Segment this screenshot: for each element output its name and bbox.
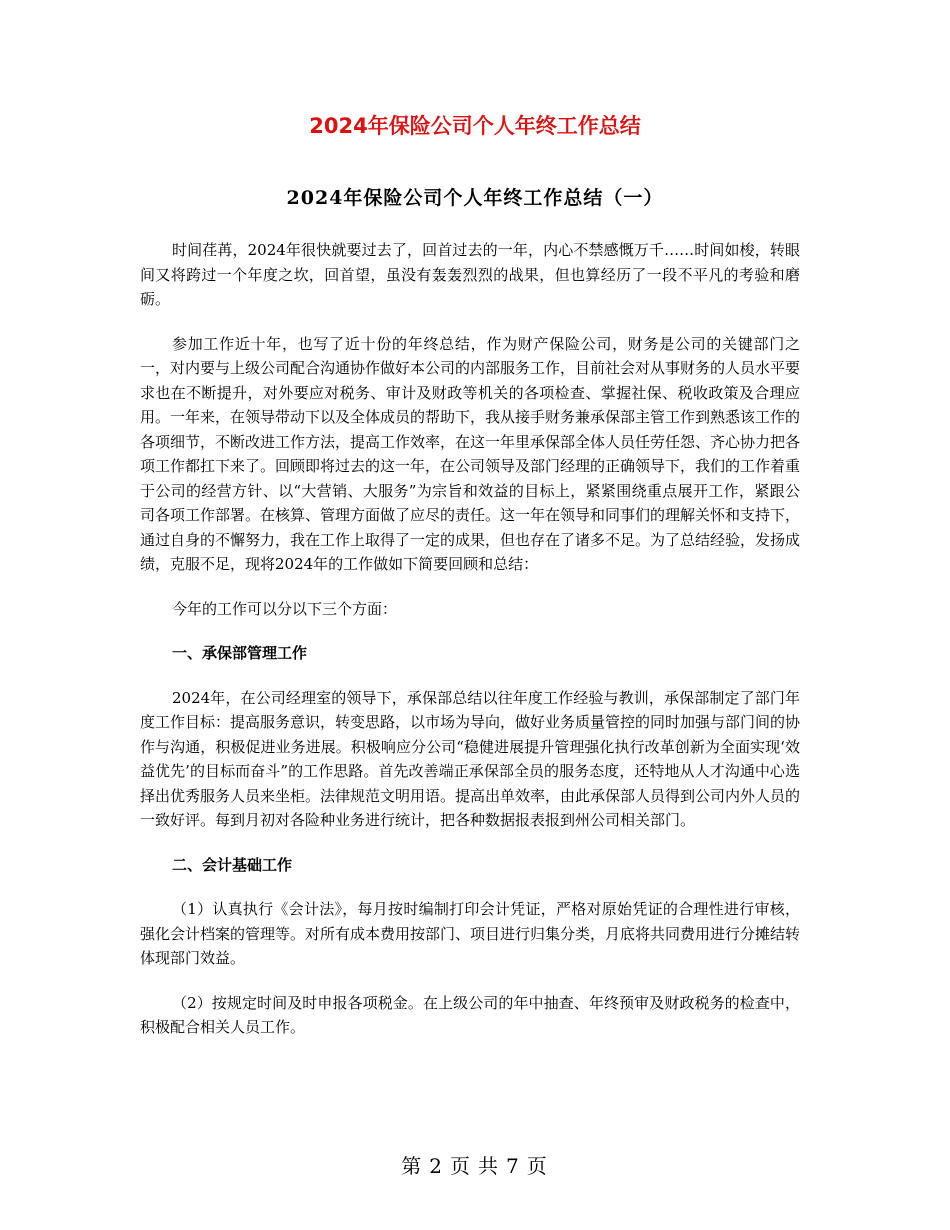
paragraph-overview: 参加工作近十年，也写了近十份的年终总结，作为财产保险公司，财务是公司的关键部门之一，对内要与上级公司配合沟通协作做好本公司的内部服务工作，目前社会对从事财务的人员水平要求也在不断提升，对外要应对税务、审计及财政等机关的各项检查、掌握社保、税收政策及合理应用。一年来，在领导带动下以及全体成员的帮助下，我从接手财务兼承保部主管工作到熟悉该工作的各项细节，不断改进工作方法，提高工作效率，在这一年里承保部全体人员任劳任怨、齐心协力把各项工作都扛下来了。回顾即将过去的这一年，在公司领导及部门经理的正确领导下，我们的工作着重于公司的经营方针、以“大营销、大服务”为宗旨和效益的目标上，紧紧围绕重点展开工作，紧跟公司各项工作部署。在核算、管理方面做了应尽的责任。这一年在领导和同事们的理解关怀和支持下，通过自身的不懈努力，我在工作上取得了一定的成果，但也存在了诸多不足。为了总结经验，发扬成绩，克服不足，现将2024年的工作做如下简要回顾和总结： (140, 334, 801, 573)
document-title: 2024年保险公司个人年终工作总结 (309, 114, 641, 138)
footer-total-label: 共 (478, 1154, 500, 1178)
paragraph-accounting-2: （2）按规定时间及时申报各项税金。在上级公司的年中抽查、年终预审及财政税务的检查中，积极配合相关人员工作。 (140, 993, 800, 1036)
paragraph-accounting-1: （1）认真执行《会计法》，每月按时编制打印会计凭证，严格对原始凭证的合理性进行审核，强化会计档案的管理等。对所有成本费用按部门、项目进行归集分类，月底将共同费用进行分摊结转体现部门效益。 (140, 900, 801, 967)
footer-total-pages: 7 (506, 1154, 521, 1178)
footer-prefix: 第 (401, 1154, 424, 1178)
section-heading-underwriting: 一、承保部管理工作 (172, 644, 308, 662)
section-heading-accounting: 二、会计基础工作 (172, 855, 293, 874)
page-footer (0, 1150, 950, 1179)
paragraph-underwriting: 2024年，在公司经理室的领导下，承保部总结以往年度工作经验与教训，承保部制定了部门年度工作目标：提高服务意识，转变思路，以市场为导向，做好业务质量管控的同时加强与部门间的协作与沟通，积极促进业务进展。积极响应分公司“稳健进展提升管理强化执行改革创新为全面实现‘效益优先’的目标而奋斗”的工作思路。首先改善端正承保部全员的服务态度，还特地从人才沟通中心选择出优秀服务人员来坐柜。法律规范文明用语。提高出单效率，由此承保部人员得到公司内外人员的一致好评。每到月初对各险种业务进行统计，把各种数据报表报到州公司相关部门。 (140, 688, 801, 829)
paragraph-three-aspects: 今年的工作可以分以下三个方面： (172, 599, 398, 618)
document-subtitle: 2024年保险公司个人年终工作总结（一） (286, 187, 664, 209)
paragraph-intro: 时间荏苒，2024年很快就要过去了，回首过去的一年，内心不禁感慨万千……时间如梭，转眼间又将跨过一个年度之坎，回首望，虽没有轰轰烈烈的战果，但也算经历了一段不平凡的考验和磨砺。 (140, 241, 800, 308)
footer-page-number: 2 (429, 1154, 444, 1178)
footer-page-label: 页 (450, 1154, 472, 1178)
document-body (140, 238, 800, 1060)
footer-suffix: 页 (526, 1154, 549, 1178)
